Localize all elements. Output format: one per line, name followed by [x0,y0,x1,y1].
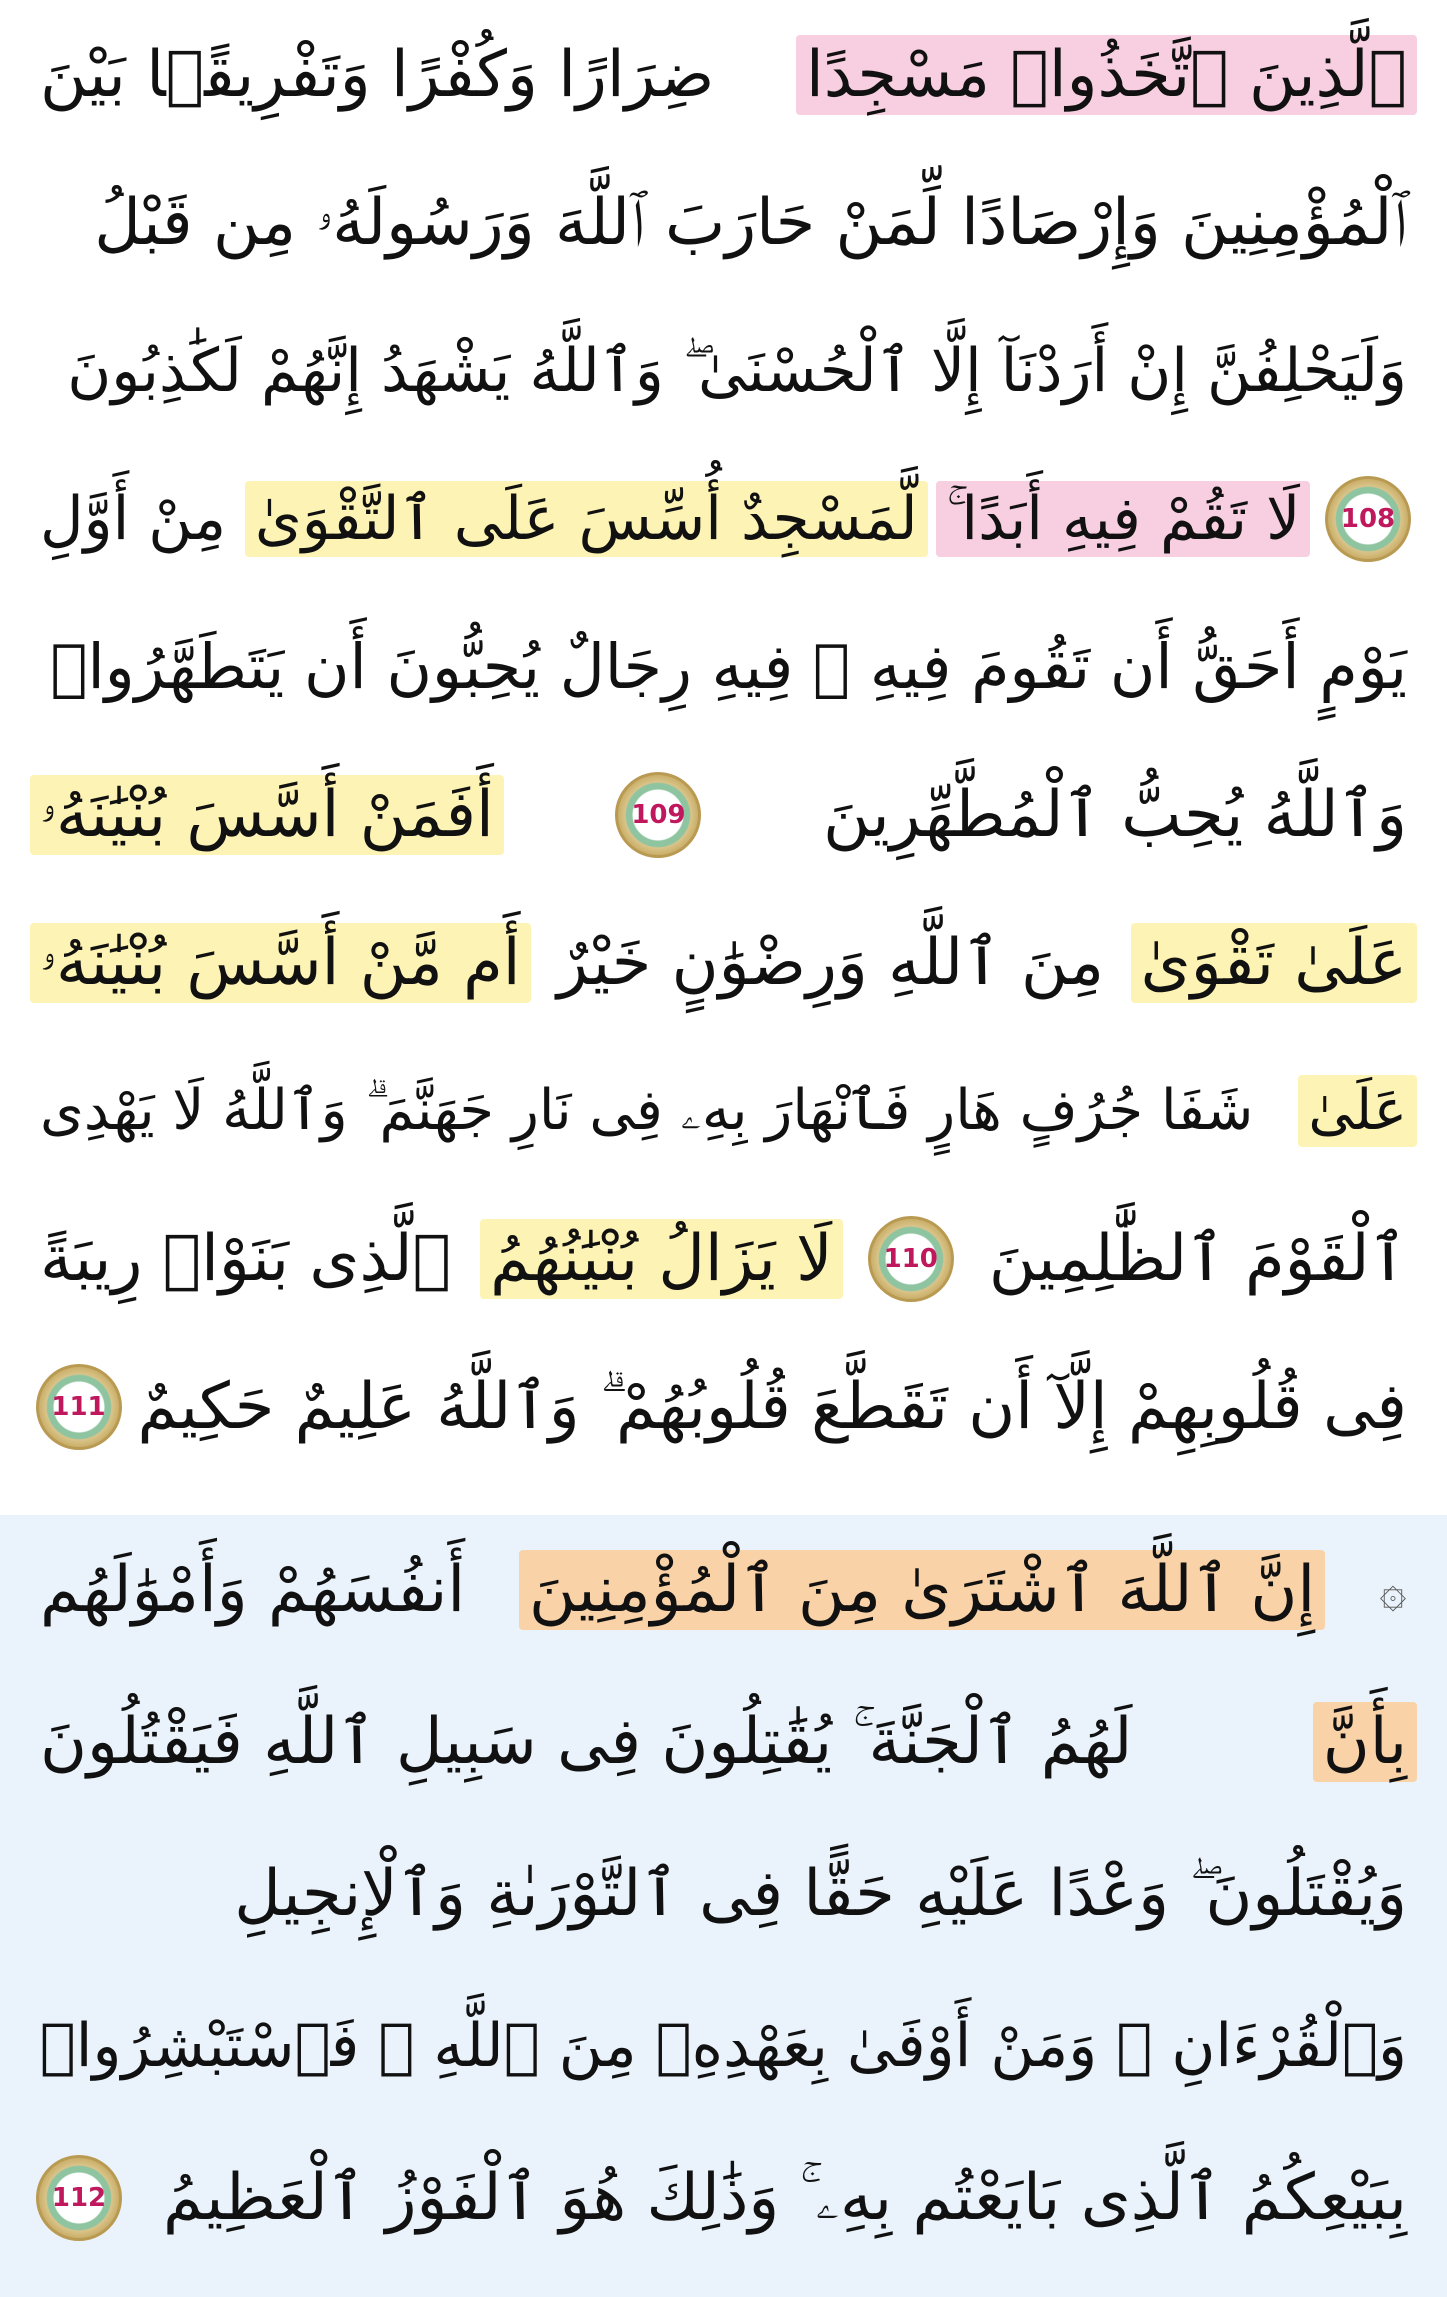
hizb-star-icon: ۞ [1379,1563,1407,1617]
highlighted-phrase: إِنَّ ٱللَّهَ ٱشْتَرَىٰ مِنَ ٱلْمُؤْمِنِينَ [519,1550,1325,1630]
verse-line [30,740,1417,890]
ayah-number-marker: 110 [868,1216,954,1302]
highlighted-phrase: عَلَىٰ [1298,1075,1417,1147]
verse-text: ضِرَارًا وَكُفْرًا وَتَفْرِيقًۢا بَيْنَ [40,38,715,112]
verse-text: وَلَيَحْلِفُنَّ إِنْ أَرَدْنَآ إِلَّا ٱلْحُسْنَىٰ ۖ وَٱللَّهُ يَشْهَدُ إِنَّهُمْ لَكَٰذِبُونَ [67,336,1407,406]
highlighted-phrase: عَلَىٰ تَقْوَىٰ [1131,923,1417,1003]
verse-text: ٱلْقَوْمَ ٱلظَّٰلِمِينَ [988,1222,1407,1296]
verse-text: أَنفُسَهُمْ وَأَمْوَٰلَهُم [40,1553,466,1627]
verse-text: وَٱللَّهُ يُحِبُّ ٱلْمُطَّهِّرِينَ [823,778,1407,852]
highlighted-phrase: أَم مَّنْ أَسَّسَ بُنْيَٰنَهُۥ [30,923,531,1003]
verse-line [30,1667,1417,1817]
highlighted-phrase: لَا يَزَالُ بُنْيَٰنُهُمُ [480,1219,842,1299]
verse-line [30,1184,1417,1334]
verse-line [30,296,1417,446]
highlighted-phrase: بِأَنَّ [1313,1702,1417,1782]
ayah-number-marker: 112 [36,2155,122,2241]
verse-text: مِنْ أَوَّلِ [40,484,227,554]
highlighted-phrase: ٱلَّذِينَ ٱتَّخَذُوا۟ مَسْجِدًا [796,35,1417,115]
verse-text: فِى قُلُوبِهِمْ إِلَّآ أَن تَقَطَّعَ قُلُوبُهُمْ ۗ وَٱللَّهُ عَلِيمٌ حَكِيمٌ [137,1370,1407,1444]
verse-line [30,2123,1417,2273]
verse-line [30,1971,1417,2121]
verse-line [30,592,1417,742]
verse-line [30,444,1417,594]
verse-line [30,148,1417,298]
verse-text: وَيُقْتَلُونَ ۖ وَعْدًا عَلَيْهِ حَقًّا فِى ٱلتَّوْرَىٰةِ وَٱلْإِنجِيلِ [234,1857,1407,1931]
verse-text: لَهُمُ ٱلْجَنَّةَ ۚ يُقَٰتِلُونَ فِى سَبِيلِ ٱللَّهِ فَيَقْتُلُونَ [40,1705,1133,1779]
verse-line [30,1332,1417,1482]
verse-line [30,1515,1417,1665]
verse-line [30,888,1417,1038]
ayah-number-marker: 108 [1325,476,1411,562]
highlighted-phrase: لَا تَقُمْ فِيهِ أَبَدًا ۚ [936,481,1310,557]
verse-text: ٱلْمُؤْمِنِينَ وَإِرْصَادًا لِّمَنْ حَارَبَ ٱللَّهَ وَرَسُولَهُۥ مِن قَبْلُ [94,186,1407,260]
verse-line [30,1036,1417,1186]
verse-text: شَفَا جُرُفٍ هَارٍ فَٱنْهَارَ بِهِۦ فِى نَارِ جَهَنَّمَ ۗ وَٱللَّهُ لَا يَهْدِى [40,1078,1254,1143]
verse-text: يَوْمٍ أَحَقُّ أَن تَقُومَ فِيهِ ۚ فِيهِ رِجَالٌ يُحِبُّونَ أَن يَتَطَهَّرُوا۟ [50,630,1407,703]
highlighted-phrase: أَفَمَنْ أَسَّسَ بُنْيَٰنَهُۥ [30,775,504,855]
verse-text: بِبَيْعِكُمُ ٱلَّذِى بَايَعْتُم بِهِۦ ۚ وَذَٰلِكَ هُوَ ٱلْفَوْزُ ٱلْعَظِيمُ [163,2161,1407,2235]
highlighted-phrase: لَّمَسْجِدٌ أُسِّسَ عَلَى ٱلتَّقْوَىٰ [245,481,928,557]
verse-text: مِنَ ٱللَّهِ وَرِضْوَٰنٍ خَيْرٌ [557,926,1105,1000]
verse-line [30,0,1417,150]
verse-line [30,1819,1417,1969]
ayah-number-marker: 111 [36,1364,122,1450]
verse-text: وَٱلْقُرْءَانِ ۚ وَمَنْ أَوْفَىٰ بِعَهْدِهِۦ مِنَ ٱللَّهِ ۚ فَٱسْتَبْشِرُوا۟ [39,2011,1407,2081]
verse-text: ٱلَّذِى بَنَوْا۟ رِيبَةً [40,1222,452,1296]
ayah-number-marker: 109 [615,772,701,858]
